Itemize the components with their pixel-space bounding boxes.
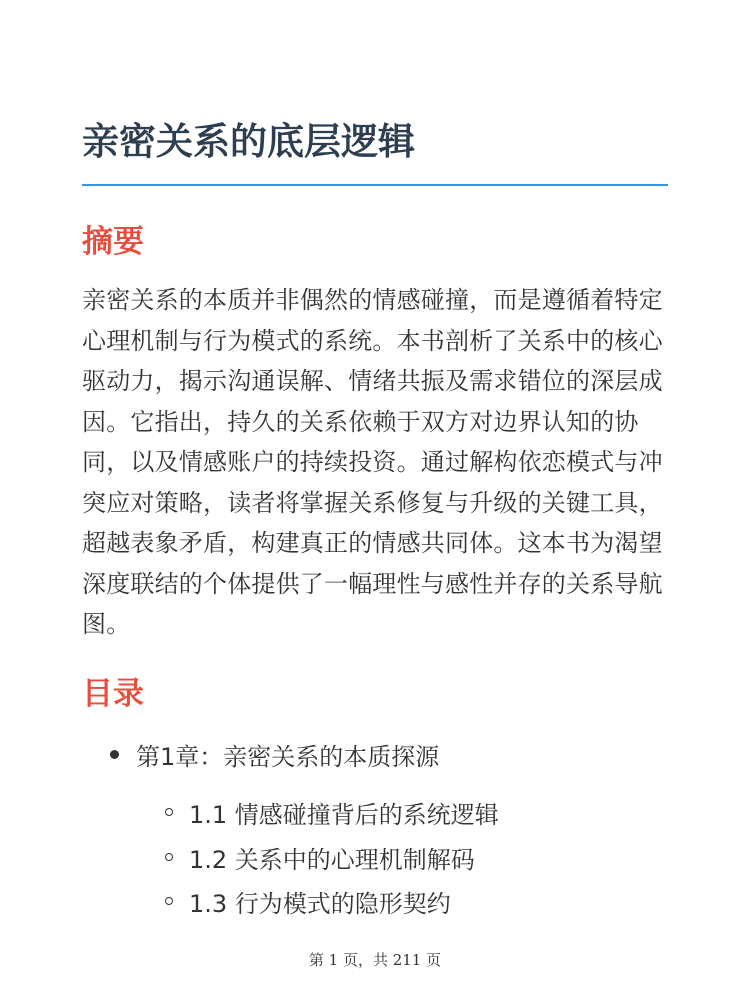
toc-section-label: 1.3 行为模式的隐形契约 [189,889,451,918]
abstract-heading: 摘要 [82,224,144,260]
bullet-circle-icon [165,897,173,905]
title-divider [82,184,668,186]
page-number-footer: 第 1 页，共 211 页 [308,951,442,969]
bullet-circle-icon [165,853,173,861]
bullet-disc-icon [110,750,119,759]
document-title: 亲密关系的底层逻辑 [82,120,415,163]
toc-chapter-label: 第1章：亲密关系的本质探源 [136,742,440,771]
abstract-paragraph: 亲密关系的本质并非偶然的情感碰撞，而是遵循着特定心理机制与行为模式的系统。本书剖析了关系中的核心驱动力，揭示沟通误解、情绪共振及需求错位的深层成因。它指出，持久的关系依赖于双方对边界认知的协同，以及情感账户的持续投资。通过解构依恋模式与冲突应对策略，读者将掌握关系修复与升级的关键工具，超越表象矛盾，构建真正的情感共同体。这本书为渴望深度联结的个体提供了一幅理性与感性并存的关系导航图。 [82,286,663,638]
bullet-circle-icon [165,808,173,816]
toc-section-item[interactable] [165,792,499,832]
toc-section-label: 1.1 情感碰撞背后的系统逻辑 [189,800,499,829]
toc-section-item[interactable] [165,881,451,921]
toc-section-label: 1.2 关系中的心理机制解码 [189,845,475,874]
toc-heading: 目录 [82,676,144,712]
toc-section-item[interactable] [165,837,475,877]
toc-chapter-item[interactable] [110,734,439,774]
